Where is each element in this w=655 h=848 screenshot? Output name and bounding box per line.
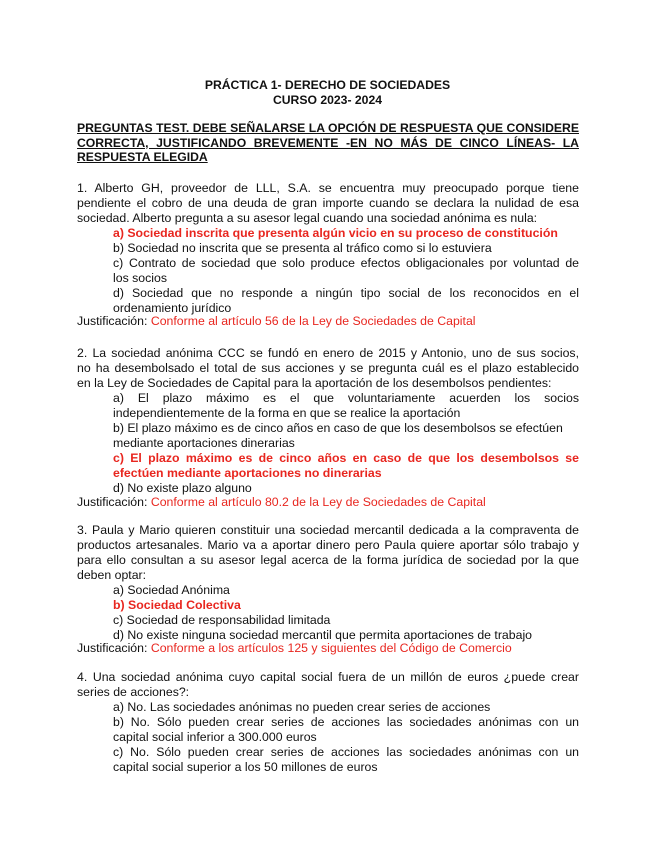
course-year: CURSO 2023- 2024 [272,93,383,107]
q1-option-c: c) Contrato de sociedad que solo produce efectos obligacionales por voluntad de [113,256,579,270]
q2-option-a: a) El plazo máximo es el que voluntariamente acuerden los socios [113,391,579,405]
q3-option-d: d) No existe ninguna sociedad mercantil que permita aportaciones de trabajo [113,628,533,642]
q4-option-a: a) No. Las sociedades anónimas no pueden crear series de acciones [113,700,491,714]
q1-text-line: 1. Alberto GH, proveedor de LLL, S.A. se encuentra muy preocupado porque tiene [77,181,579,195]
q1-option-d: d) Sociedad que no responde a ningún tipo social de los reconocidos en el [113,286,579,300]
justification-label: Justificación: [77,495,151,509]
q2-option-b-cont: mediante aportaciones dinerarias [113,436,295,450]
q4-text-line: series de acciones?: [77,685,190,699]
q3-option-a: a) Sociedad Anónima [113,583,230,597]
q1-justification [77,314,476,329]
q3-option-b-correct: b) Sociedad Colectiva [113,598,241,612]
q2-option-d: d) No existe plazo alguno [113,481,252,495]
q1-text-line: pendiente el cobro de una deuda de gran importe cuando se declara la nulidad de esa [77,196,579,210]
q3-text-line: deben optar: [77,568,147,582]
q2-text-line: en la Ley de Sociedades de Capital para la aportación de los desembolsos pendientes: [77,376,552,390]
q4-option-b: b) No. Sólo pueden crear series de acciones las sociedades anónimas con un [113,715,579,729]
q2-text-line: no ha desembolsado el total de sus acciones y se pregunta cuál es el plazo establecido [77,361,579,375]
instructions: PREGUNTAS TEST. DEBE SEÑALARSE LA OPCIÓN DE RESPUESTA QUE CONSIDERE CORRECTA, JUSTIFICANDO BREVEMENTE -EN NO MÁS DE CINCO LÍNEAS- LA RESPUESTA ELEGIDA [77,121,579,164]
q2-justification-text: Conforme al artículo 80.2 de la Ley de Sociedades de Capital [150,495,486,509]
q2-option-c-correct-cont: efectúen mediante aportaciones no dinerarias [113,466,382,480]
justification-label: Justificación: [77,314,151,328]
q3-justification [77,641,512,656]
q4-option-c: c) No. Sólo pueden crear series de acciones las sociedades anónimas con un [113,745,579,759]
q1-justification-text: Conforme al artículo 56 de la Ley de Sociedades de Capital [150,314,476,328]
q3-option-c: c) Sociedad de responsabilidad limitada [113,613,331,627]
q1-option-c-cont: los socios [113,271,167,285]
q4-option-c-cont: capital social superior a los 50 millones de euros [113,760,378,774]
q2-option-c-correct: c) El plazo máximo es de cinco años en caso de que los desembolsos se [113,451,579,465]
q2-option-b: b) El plazo máximo es de cinco años en caso de que los desembolsos se efectúen [113,421,563,435]
document-title: PRÁCTICA 1- DERECHO DE SOCIEDADES [204,78,451,92]
q2-text-line: 2. La sociedad anónima CCC se fundó en enero de 2015 y Antonio, uno de sus socios, [77,346,579,360]
q3-justification-text: Conforme a los artículos 125 y siguientes del Código de Comercio [150,641,512,655]
q3-text-line: para ello consultan a su asesor legal acerca de la forma jurídica de sociedad por la que [77,553,579,567]
q1-text-line: sociedad. Alberto pregunta a su asesor legal cuando una sociedad anónima es nula: [77,211,538,225]
justification-label: Justificación: [77,641,151,655]
q4-text-line: 4. Una sociedad anónima cuyo capital social fuera de un millón de euros ¿puede crear [77,670,579,684]
q1-option-d-cont: ordenamiento jurídico [113,301,232,315]
q2-option-a-cont: independientemente de la forma en que se realice la aportación [113,406,461,420]
q1-option-a-correct: a) Sociedad inscrita que presenta algún vicio en su proceso de constitución [113,226,558,240]
q4-option-b-cont: capital social inferior a 300.000 euros [113,730,317,744]
q1-option-b: b) Sociedad no inscrita que se presenta al tráfico como si lo estuviera [113,241,492,255]
q3-text-line: productos artesanales. Mario va a aportar dinero pero Paula quiere aportar sólo trabajo y [77,538,579,552]
q3-text-line: 3. Paula y Mario quieren constituir una sociedad mercantil dedicada a la compraventa de [77,523,579,537]
q2-justification [77,495,486,510]
